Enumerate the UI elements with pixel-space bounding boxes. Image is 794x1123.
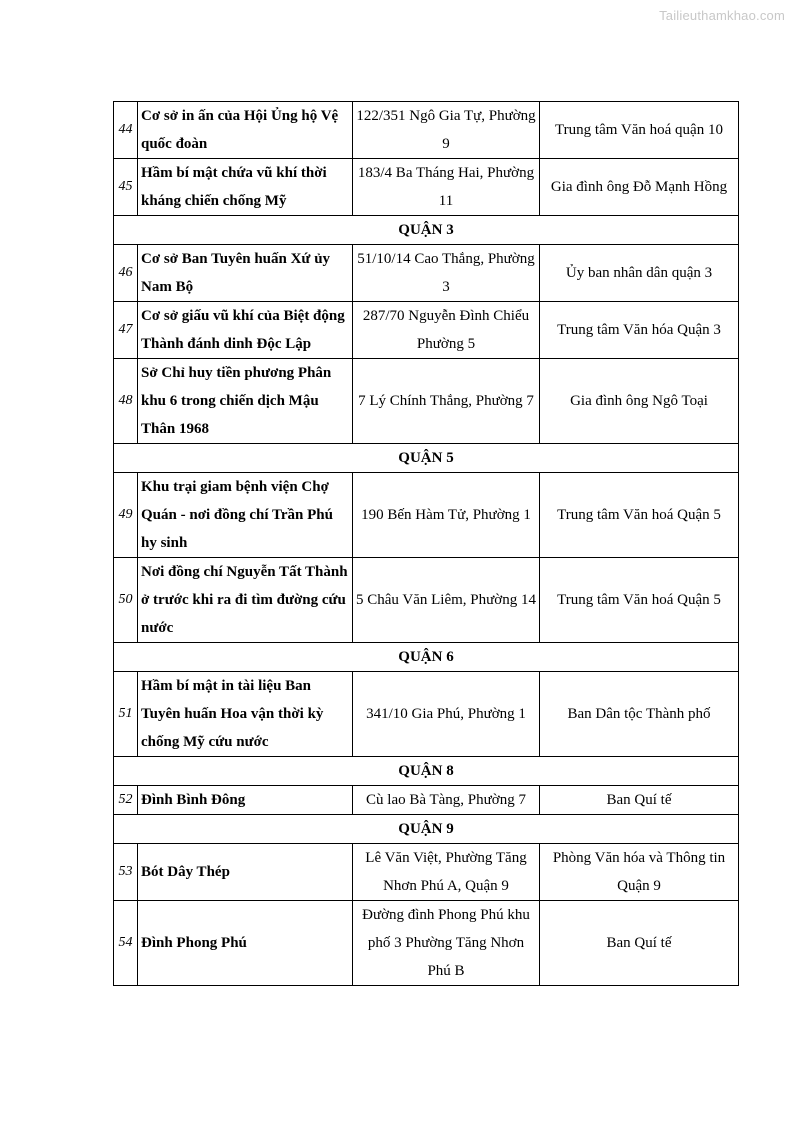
site-name: Hầm bí mật in tài liệu Ban Tuyên huấn Hoa vận thời kỳ chống Mỹ cứu nước bbox=[138, 672, 353, 757]
table-row bbox=[114, 302, 739, 359]
managing-organization: Trung tâm Văn hoá quận 10 bbox=[540, 102, 739, 159]
row-number: 54 bbox=[114, 901, 138, 986]
district-header: QUẬN 6 bbox=[114, 643, 739, 672]
site-address: 190 Bến Hàm Tử, Phường 1 bbox=[353, 473, 540, 558]
row-number: 52 bbox=[114, 786, 138, 815]
site-name: Cơ sở giấu vũ khí của Biệt động Thành đánh dinh Độc Lập bbox=[138, 302, 353, 359]
watermark: Tailieuthamkhao.com bbox=[659, 8, 785, 23]
site-address: 5 Châu Văn Liêm, Phường 14 bbox=[353, 558, 540, 643]
site-name: Bót Dây Thép bbox=[138, 844, 353, 901]
site-name: Cơ sở in ấn của Hội Ủng hộ Vệ quốc đoàn bbox=[138, 102, 353, 159]
managing-organization: Ban Dân tộc Thành phố bbox=[540, 672, 739, 757]
managing-organization: Ban Quí tế bbox=[540, 786, 739, 815]
site-address: 122/351 Ngô Gia Tự, Phường 9 bbox=[353, 102, 540, 159]
row-number: 44 bbox=[114, 102, 138, 159]
row-number: 53 bbox=[114, 844, 138, 901]
district-header-row bbox=[114, 444, 739, 473]
site-name: Hầm bí mật chứa vũ khí thời kháng chiến chống Mỹ bbox=[138, 159, 353, 216]
table-row bbox=[114, 159, 739, 216]
site-address: 7 Lý Chính Thắng, Phường 7 bbox=[353, 359, 540, 444]
district-header: QUẬN 8 bbox=[114, 757, 739, 786]
site-name: Đình Bình Đông bbox=[138, 786, 353, 815]
district-header-row bbox=[114, 757, 739, 786]
site-name: Sở Chỉ huy tiền phương Phân khu 6 trong chiến dịch Mậu Thân 1968 bbox=[138, 359, 353, 444]
heritage-sites-table bbox=[113, 101, 739, 986]
site-address: 183/4 Ba Tháng Hai, Phường 11 bbox=[353, 159, 540, 216]
managing-organization: Gia đình ông Đỗ Mạnh Hồng bbox=[540, 159, 739, 216]
table-row bbox=[114, 558, 739, 643]
row-number: 47 bbox=[114, 302, 138, 359]
managing-organization: Trung tâm Văn hoá Quận 5 bbox=[540, 558, 739, 643]
table-row bbox=[114, 473, 739, 558]
district-header-row bbox=[114, 643, 739, 672]
managing-organization: Trung tâm Văn hoá Quận 5 bbox=[540, 473, 739, 558]
row-number: 45 bbox=[114, 159, 138, 216]
managing-organization: Ủy ban nhân dân quận 3 bbox=[540, 245, 739, 302]
site-address: Cù lao Bà Tàng, Phường 7 bbox=[353, 786, 540, 815]
table-row bbox=[114, 102, 739, 159]
site-name: Đình Phong Phú bbox=[138, 901, 353, 986]
table-row bbox=[114, 786, 739, 815]
row-number: 50 bbox=[114, 558, 138, 643]
row-number: 51 bbox=[114, 672, 138, 757]
managing-organization: Gia đình ông Ngô Toại bbox=[540, 359, 739, 444]
row-number: 49 bbox=[114, 473, 138, 558]
site-name: Khu trại giam bệnh viện Chợ Quán - nơi đồng chí Trần Phú hy sinh bbox=[138, 473, 353, 558]
site-address: Đường đình Phong Phú khu phố 3 Phường Tăng Nhơn Phú B bbox=[353, 901, 540, 986]
site-address: 341/10 Gia Phú, Phường 1 bbox=[353, 672, 540, 757]
site-address: Lê Văn Việt, Phường Tăng Nhơn Phú A, Quận 9 bbox=[353, 844, 540, 901]
district-header: QUẬN 3 bbox=[114, 216, 739, 245]
table-row bbox=[114, 245, 739, 302]
table-row bbox=[114, 359, 739, 444]
district-header: QUẬN 5 bbox=[114, 444, 739, 473]
table-body bbox=[114, 102, 739, 986]
site-name: Nơi đồng chí Nguyễn Tất Thành ở trước khi ra đi tìm đường cứu nước bbox=[138, 558, 353, 643]
district-header-row bbox=[114, 216, 739, 245]
table-row bbox=[114, 844, 739, 901]
row-number: 46 bbox=[114, 245, 138, 302]
row-number: 48 bbox=[114, 359, 138, 444]
site-address: 287/70 Nguyễn Đình Chiểu Phường 5 bbox=[353, 302, 540, 359]
district-header: QUẬN 9 bbox=[114, 815, 739, 844]
managing-organization: Ban Quí tế bbox=[540, 901, 739, 986]
table-row bbox=[114, 901, 739, 986]
site-address: 51/10/14 Cao Thắng, Phường 3 bbox=[353, 245, 540, 302]
site-name: Cơ sở Ban Tuyên huấn Xứ ủy Nam Bộ bbox=[138, 245, 353, 302]
district-header-row bbox=[114, 815, 739, 844]
managing-organization: Trung tâm Văn hóa Quận 3 bbox=[540, 302, 739, 359]
managing-organization: Phòng Văn hóa và Thông tin Quận 9 bbox=[540, 844, 739, 901]
table-row bbox=[114, 672, 739, 757]
